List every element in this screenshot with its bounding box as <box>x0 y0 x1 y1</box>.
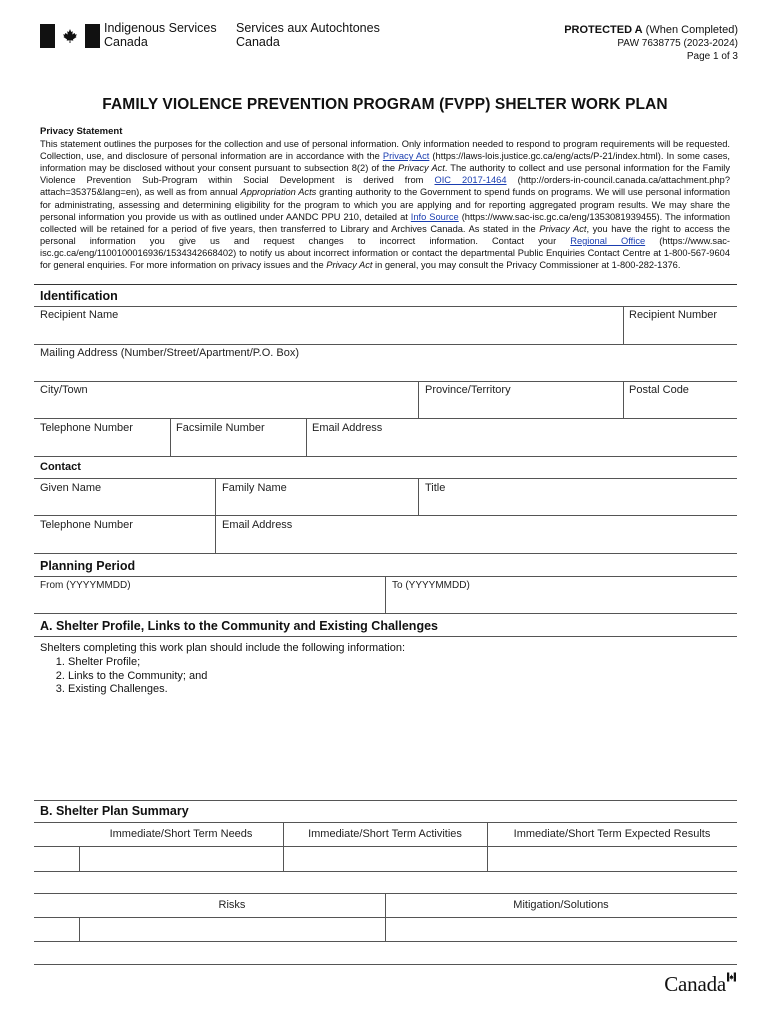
email-field[interactable] <box>307 418 737 456</box>
contact-telephone-field[interactable] <box>34 515 215 553</box>
divider <box>34 636 737 637</box>
divider <box>34 456 737 457</box>
family-name-field[interactable] <box>216 478 418 515</box>
postal-code-label: Postal Code <box>629 384 689 396</box>
privacy-body: This statement outlines the purposes for the collection and use of personal information. Only information needed to respond to program requirements will be requested. Collection, use, and disclosure of personal information are in accordance with the Privacy Act (https://laws-lois.justice.gc.ca/eng/acts/P-21/index.html). In some cases, information may be disclosed without your consent pursuant to subsection 8(2) of the Privacy Act. The authority to collect and use personal information for the Family Violence Prevention Sub-Program within Social Development is derived from OIC 2017-1464 (http://orders-in-council.canada.ca/attachment.php?attach=35375&lang=en), as well as from annual Appropriation Acts granting authority to the Government to spend funds on programs. We will use personal information for administrating, assessing and determining eligibility for the program to which you are applying and for reporting aggregated program results. We may share the personal information you provide us with as outlined under AANDC PPU 210, detailed at Info Source (https://www.sac-isc.gc.ca/eng/1353081939455). The information collected will be retained for a period of five years, then transferred to Library and Archives Canada. As stated in the Privacy Act, you have the right to access the personal information you give us and request changes to incorrect information. Contact your Regional Office (https://www.sac-isc.gc.ca/eng/1100100016936/1534342668402) to notify us about incorrect information or contact the departmental Public Enquiries Contact Centre at 1-800-567-9604 for general enquiries. For more information on privacy issues and the Privacy Act in general, you may consult the Privacy Commissioner at 1-800-282-1376. <box>40 139 731 271</box>
list-item: 1. Shelter Profile; <box>68 656 405 670</box>
results-cell[interactable] <box>488 847 737 871</box>
regional-office-link[interactable]: Regional Office <box>570 235 646 246</box>
telephone-field[interactable] <box>34 418 170 456</box>
contact-heading: Contact <box>40 461 81 473</box>
recipient-number-field[interactable] <box>624 306 737 344</box>
contact-email-label: Email Address <box>222 519 293 531</box>
page-header <box>0 0 770 80</box>
col-needs-header: Immediate/Short Term Needs <box>109 828 253 840</box>
oic-link[interactable]: OIC 2017-1464 <box>434 175 507 186</box>
mailing-address-label: Mailing Address (Number/Street/Apartment/P.O. Box) <box>40 347 300 359</box>
form-code: PAW 7638775 (2023-2024) <box>617 38 738 49</box>
recipient-name-field[interactable] <box>34 306 623 344</box>
divider <box>34 613 737 614</box>
contact-title-field[interactable] <box>419 478 737 515</box>
from-date-label: From (YYYYMMDD) <box>40 580 131 591</box>
from-date-field[interactable] <box>34 576 385 613</box>
canada-flag-icon <box>40 24 100 48</box>
planning-period-heading: Planning Period <box>40 559 136 573</box>
to-date-label: To (YYYYMMDD) <box>392 580 470 591</box>
protected-label: PROTECTED A <box>564 24 643 36</box>
department-name-french: Services aux Autochtones Canada <box>236 21 380 49</box>
privacy-heading: Privacy Statement <box>40 126 123 137</box>
contact-email-field[interactable] <box>216 515 737 553</box>
protected-note: (When Completed) <box>642 24 738 36</box>
identification-heading: Identification <box>40 289 118 303</box>
activities-cell[interactable] <box>284 847 487 871</box>
postal-code-field[interactable] <box>624 381 737 418</box>
department-name-english: Indigenous Services Canada <box>104 21 217 49</box>
recipient-number-label: Recipient Number <box>629 309 718 321</box>
list-item: 3. Existing Challenges. <box>68 683 405 697</box>
divider <box>34 822 737 823</box>
divider <box>34 800 737 801</box>
telephone-label: Telephone Number <box>40 422 133 434</box>
section-a-instructions: Shelters completing this work plan should include the following information: 1. Shelter Profile; 2. Links to the Community; and 3. Existing Challenges. <box>40 642 405 697</box>
risks-cell[interactable] <box>80 918 385 941</box>
family-name-label: Family Name <box>222 482 287 494</box>
col-results-header: Immediate/Short Term Expected Results <box>513 828 711 840</box>
mailing-address-field[interactable] <box>34 344 737 381</box>
wordmark-flag-icon <box>727 972 736 982</box>
contact-telephone-label: Telephone Number <box>40 519 133 531</box>
divider <box>34 553 737 554</box>
list-item: 2. Links to the Community; and <box>68 670 405 684</box>
fax-label: Facsimile Number <box>176 422 265 434</box>
contact-title-label: Title <box>425 482 446 494</box>
mitigation-cell[interactable] <box>386 918 737 941</box>
canada-wordmark: Canada <box>664 972 736 997</box>
info-source-link[interactable]: Info Source <box>410 211 459 222</box>
privacy-statement <box>40 126 730 271</box>
col-mitigation-header: Mitigation/Solutions <box>513 899 609 911</box>
divider <box>34 941 737 942</box>
page-number: Page 1 of 3 <box>686 51 738 62</box>
col-risks-header: Risks <box>218 899 246 911</box>
province-field[interactable] <box>419 381 623 418</box>
section-b-heading: B. Shelter Plan Summary <box>40 804 189 818</box>
page-title: FAMILY VIOLENCE PREVENTION PROGRAM (FVPP) SHELTER WORK PLAN <box>102 96 668 113</box>
city-label: City/Town <box>40 384 88 396</box>
col-activities-header: Immediate/Short Term Activities <box>308 828 462 840</box>
protection-block <box>564 24 738 63</box>
province-label: Province/Territory <box>425 384 511 396</box>
needs-cell[interactable] <box>80 847 283 871</box>
given-name-field[interactable] <box>34 478 215 515</box>
fax-field[interactable] <box>171 418 306 456</box>
section-a-heading: A. Shelter Profile, Links to the Community and Existing Challenges <box>40 619 438 633</box>
privacy-act-link[interactable]: Privacy Act <box>382 151 430 162</box>
to-date-field[interactable] <box>386 576 737 613</box>
city-field[interactable] <box>34 381 418 418</box>
section-a-text-area[interactable] <box>34 700 737 798</box>
recipient-name-label: Recipient Name <box>40 309 119 321</box>
email-label: Email Address <box>312 422 383 434</box>
divider <box>34 284 737 285</box>
given-name-label: Given Name <box>40 482 102 494</box>
divider <box>34 964 737 965</box>
divider <box>34 871 737 872</box>
